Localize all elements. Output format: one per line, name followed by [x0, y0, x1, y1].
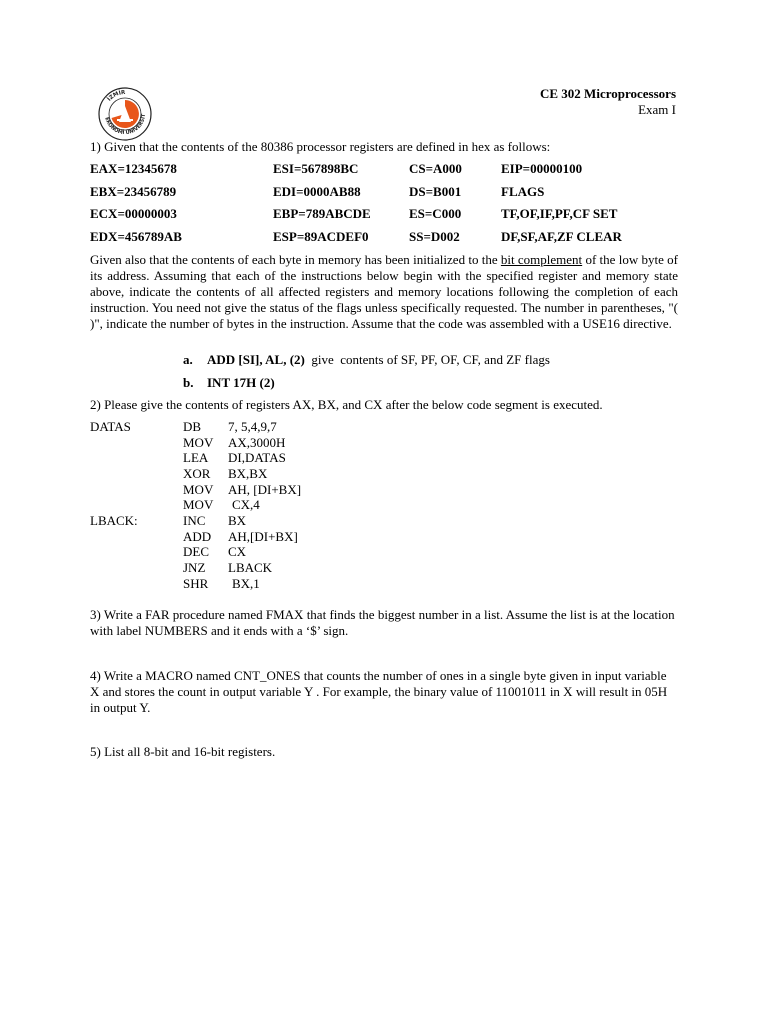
q5-text: 5) List all 8-bit and 16-bit registers.: [90, 744, 276, 759]
item-note: give contents of SF, PF, OF, CF, and ZF flags: [304, 352, 550, 367]
code-args: BX,1: [232, 576, 260, 591]
q3-text: 3) Write a FAR procedure named FMAX that finds the biggest number in a list. Assume the list is at the location with label NUMBERS and it ends with a ‘$’ sign.: [90, 607, 675, 638]
register-cell: DF,SF,AF,ZF CLEAR: [501, 229, 622, 244]
code-args: BX,BX: [228, 466, 268, 481]
code-op: XOR: [183, 466, 211, 481]
code-label: DATAS: [90, 419, 131, 434]
code-op: SHR: [183, 576, 209, 591]
register-cell: TF,OF,IF,PF,CF SET: [501, 206, 618, 221]
exam-title: Exam I: [638, 102, 676, 117]
code-op: ADD: [183, 529, 212, 544]
item-instruction: ADD [SI], AL, (2): [207, 352, 305, 367]
q1-item-b: [183, 375, 275, 391]
register-cell: ESI=567898BC: [273, 161, 359, 176]
register-cell: EBP=789ABCDE: [273, 206, 371, 221]
code-op: DB: [183, 419, 202, 434]
code-label: LBACK:: [90, 513, 138, 528]
code-args: CX: [228, 544, 247, 559]
register-cell: EDX=456789AB: [90, 229, 182, 244]
code-args: AH,[DI+BX]: [228, 529, 298, 544]
register-cell: CS=A000: [409, 161, 462, 176]
svg-text:EKONOMİ ÜNİVERSİTESİ: EKONOMİ ÜNİVERSİT: [103, 113, 148, 137]
code-op: MOV: [183, 482, 214, 497]
q1-paragraph-rest: of the low byte of its address. Assuming that each of the instructions below begin with the specified register and memory state above, indicate the contents of all affected registers and memory locations following the completion of each instruction. You need not give the status of the flags unless specifically requested. The number in parentheses, "( )", indicate the number of bytes in the instruction. Assume that the code was assembled with a USE16 directive.: [90, 252, 678, 331]
code-args: DI,DATAS: [228, 450, 286, 465]
code-op: DEC: [183, 544, 209, 559]
item-letter: a.: [183, 352, 193, 367]
register-cell: DS=B001: [409, 184, 462, 199]
q2-text: 2) Please give the contents of registers AX, BX, and CX after the below code segment is executed.: [90, 397, 603, 412]
q1-intro: 1) Given that the contents of the 80386 processor registers are defined in hex as follows:: [90, 139, 551, 154]
course-title: CE 302 Microprocessors: [540, 86, 676, 101]
code-op: LEA: [183, 450, 209, 465]
register-cell: EDI=0000AB88: [273, 184, 361, 199]
code-op: JNZ: [183, 560, 206, 575]
code-listing: [90, 419, 490, 599]
register-cell: EIP=00000100: [501, 161, 583, 176]
svg-text:İZMİR: İZMİR: [106, 89, 126, 103]
code-args: CX,4: [232, 497, 260, 512]
register-cell: FLAGS: [501, 184, 545, 199]
register-cell: ES=C000: [409, 206, 462, 221]
item-instruction: INT 17H (2): [207, 375, 275, 390]
code-op: MOV: [183, 497, 214, 512]
register-cell: SS=D002: [409, 229, 460, 244]
code-args: BX: [228, 513, 247, 528]
code-op: MOV: [183, 435, 214, 450]
code-args: 7, 5,4,9,7: [228, 419, 277, 434]
q4-text: 4) Write a MACRO named CNT_ONES that counts the number of ones in a single byte given in input variable X and stores the count in output variable Y . For example, the binary value of 11001011 in X will result in 05H in output Y.: [90, 668, 668, 715]
register-cell: EAX=12345678: [90, 161, 177, 176]
register-cell: ECX=00000003: [90, 206, 177, 221]
item-letter: b.: [183, 375, 194, 390]
q1-paragraph: [90, 252, 678, 332]
code-args: LBACK: [228, 560, 273, 575]
bit-complement-underlined: bit complement: [500, 252, 583, 267]
code-args: AX,3000H: [228, 435, 286, 450]
register-cell: ESP=89ACDEF0: [273, 229, 369, 244]
code-args: AH, [DI+BX]: [228, 482, 302, 497]
university-logo: [97, 86, 153, 142]
q1-item-a: [183, 352, 550, 368]
register-cell: EBX=23456789: [90, 184, 177, 199]
q1-paragraph-start: Given also that the contents of each byte in memory has been initialized to the: [90, 252, 501, 267]
code-op: INC: [183, 513, 206, 528]
